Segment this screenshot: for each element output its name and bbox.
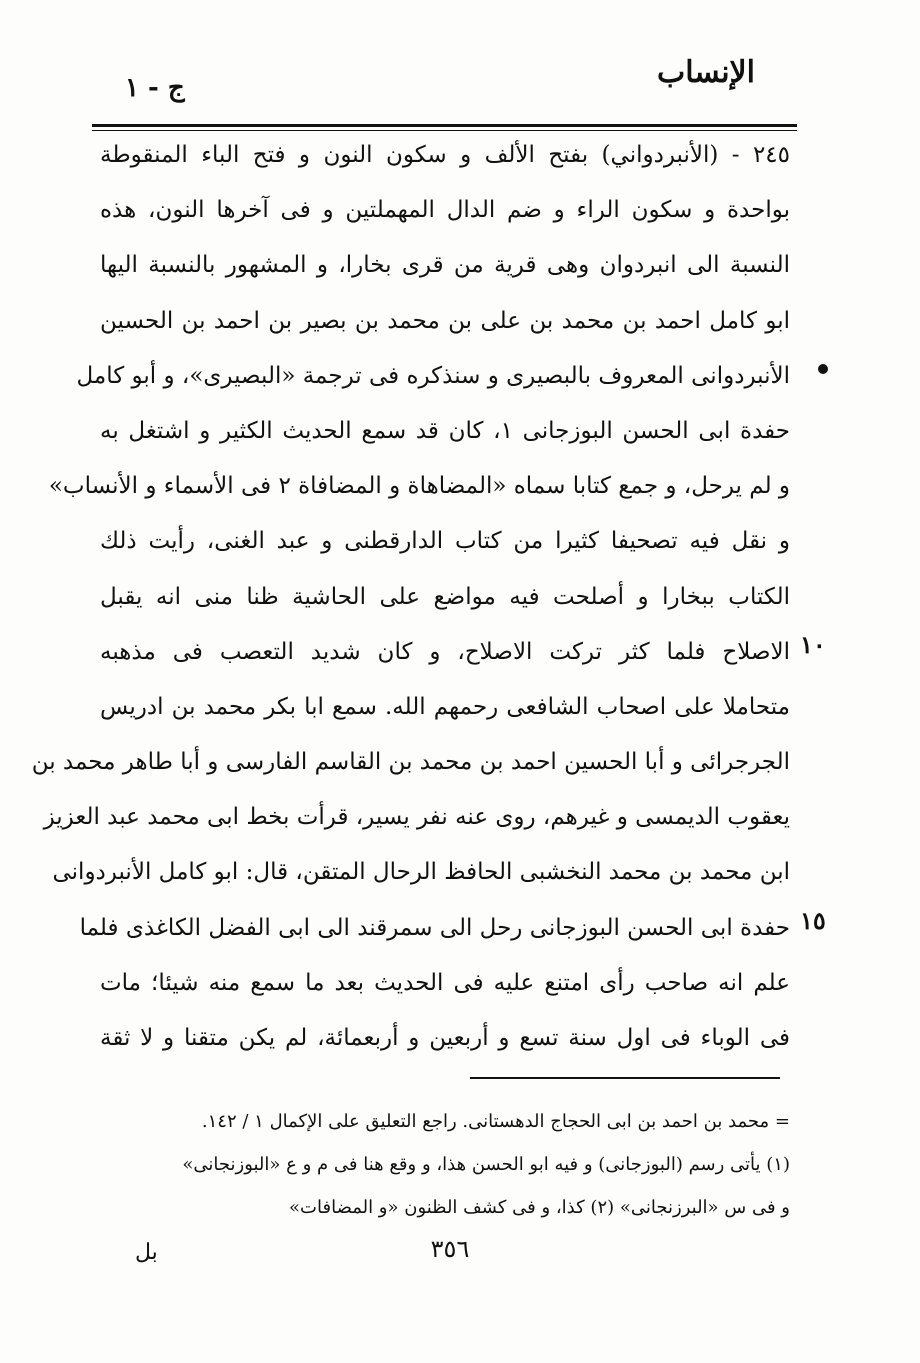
- footnote-line: = محمد بن احمد بن ابى الحجاج الدهستانى. راجع التعليق على الإكمال ١ / ١٤٢.: [201, 1111, 790, 1132]
- text-line: ابن محمد بن محمد النخشبى الحافظ الرحال المتقن، قال: ابو كامل الأنبردوانى: [52, 859, 790, 886]
- text-line: الكتاب ببخارا و أصلحت فيه مواضع على الحاشية ظنا منى انه يقبل: [100, 583, 790, 610]
- text-line: حفدة ابى الحسن البوزجانى ١، كان قد سمع الحديث الكثير و اشتغل به: [100, 417, 790, 444]
- text-line: ٢٤٥ - (الأنبردواني) بفتح الألف و سكون النون و فتح الباء المنقوطة: [100, 142, 790, 168]
- footnote-line: (١) يأتى رسم (البوزجانى) و فيه ابو الحسن هذا، و وقع هنا فى م و ع «البوزنجانى»: [182, 1154, 790, 1175]
- volume-number: ج - ١: [125, 73, 185, 103]
- main-text: [31, 128, 790, 1066]
- text-line: يعقوب الديمسى و غيرهم، روى عنه نفر يسير، قرأت بخط ابى محمد عبد العزيز: [43, 804, 790, 831]
- text-line: بواحدة و سكون الراء و ضم الدال المهملتين و فى آخرها النون، هذه: [100, 197, 790, 224]
- text-line: و نقل فيه تصحيفا كثيرا من كتاب الدارقطنى و عبد الغنى، رأيت ذلك: [100, 528, 790, 555]
- text-line: الجرجرائى و أبا الحسين احمد بن محمد بن القاسم الفارسى و أبا طاهر محمد بن: [31, 749, 790, 776]
- text-line: و لم يرحل، و جمع كتابا سماه «المضاهاة و المضافاة ٢ فى الأسماء و الأنساب»: [48, 473, 790, 500]
- signature-mark: بل: [135, 1240, 158, 1265]
- text-line: متحاملا على اصحاب الشافعى رحمهم الله. سمع ابا بكر محمد بن ادريس: [100, 693, 790, 720]
- footnote-separator: [470, 1077, 780, 1079]
- footnotes: [110, 1100, 790, 1229]
- text-line: فى الوباء فى اول سنة تسع و أربعين و أربعمائة، لم يكن متقنا و لا ثقة: [100, 1025, 790, 1051]
- text-line: الاصلاح فلما كثر تركت الاصلاح، و كان شديد التعصب فى مذهبه: [100, 638, 790, 665]
- page-number: ٣٥٦: [430, 1235, 470, 1263]
- page-header: [95, 55, 795, 115]
- line-number-10: ١٠: [800, 630, 826, 659]
- line-number-15: ١٥: [800, 906, 826, 935]
- text-line: حفدة ابى الحسن البوزجانى رحل الى سمرقند الى ابى الفضل الكاغذى فلما: [79, 914, 790, 941]
- footnote-line: و فى س «البرزنجانى» (٢) كذا، و فى كشف الظنون «و المضافات»: [289, 1197, 790, 1218]
- text-line: النسبة الى انبردوان وهى قرية من قرى بخارا، و المشهور بالنسبة اليها: [100, 252, 790, 279]
- text-line: الأنبردوانى المعروف بالبصيرى و سنذكره فى ترجمة «البصيرى»، و أبو كامل: [76, 362, 790, 389]
- text-line: علم انه صاحب رأى امتنع عليه فى الحديث بعد ما سمع منه شيئا؛ مات: [100, 969, 790, 996]
- margin-marker-dot: [818, 364, 828, 374]
- header-rule: [92, 124, 797, 127]
- running-title: الإنساب: [657, 55, 755, 90]
- text-line: ابو كامل احمد بن محمد بن على بن محمد بن بصير بن احمد بن الحسين: [100, 307, 790, 334]
